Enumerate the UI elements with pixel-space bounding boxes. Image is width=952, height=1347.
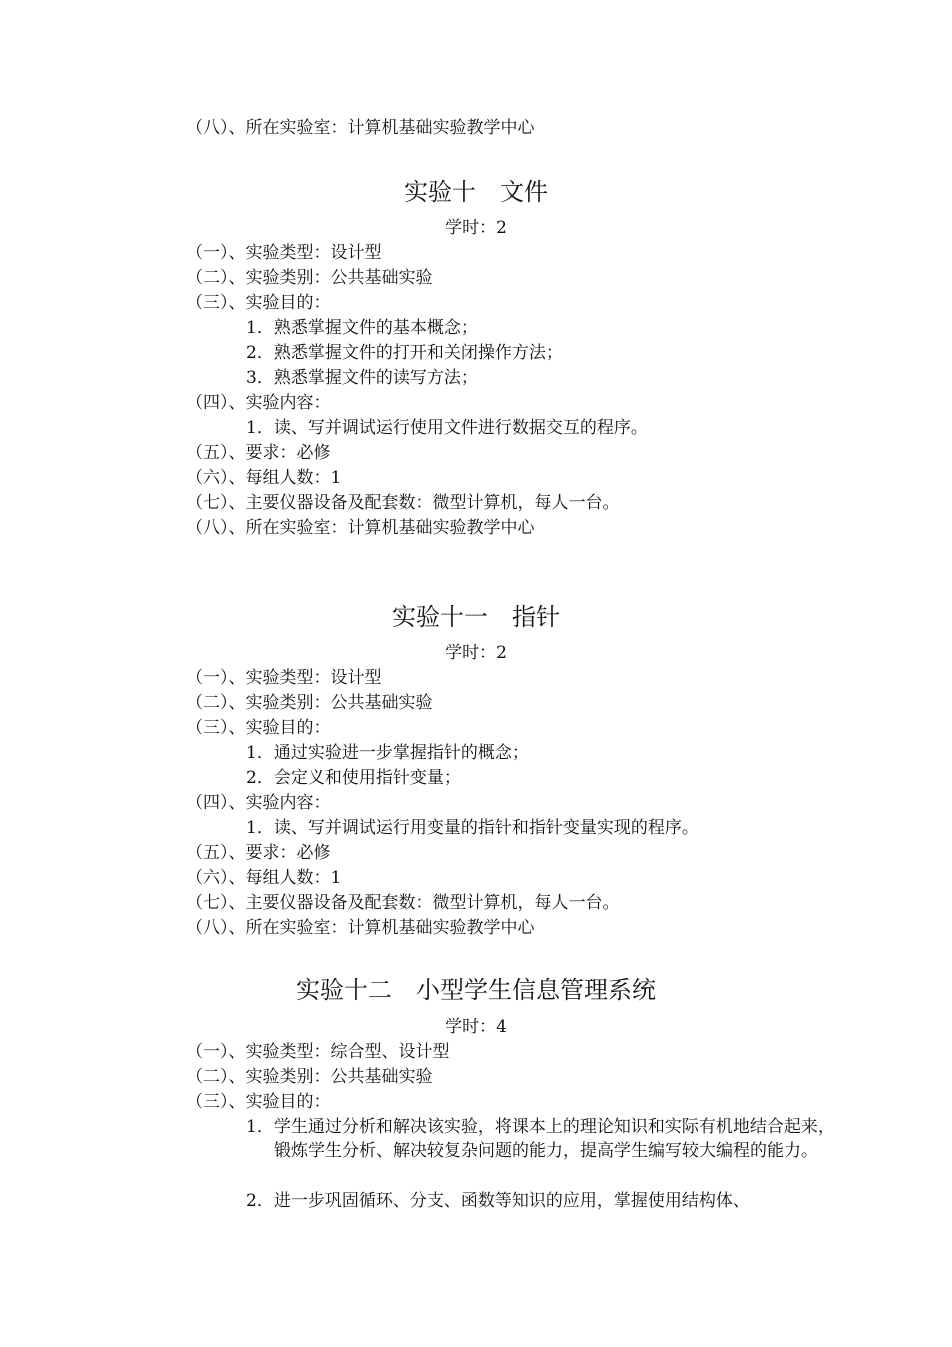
experiment-type: （一）、实验类型：综合型、设计型: [186, 1042, 450, 1062]
group-size: （六）、每组人数：1: [186, 868, 342, 888]
purpose-heading: （三）、实验目的：: [186, 1092, 331, 1112]
section-hours: 学时：2: [445, 218, 507, 238]
section-hours: 学时：2: [445, 643, 507, 663]
purpose-heading: （三）、实验目的：: [186, 293, 331, 313]
purpose-item: 2．会定义和使用指针变量；: [246, 768, 461, 788]
requirement: （五）、要求：必修: [186, 843, 331, 863]
section-title: 实验十 文件: [404, 178, 548, 206]
experiment-type: （一）、实验类型：设计型: [186, 668, 382, 688]
section-title: 实验十一 指针: [392, 603, 560, 631]
section-title: 实验十二 小型学生信息管理系统: [296, 976, 656, 1004]
purpose-item: 3．熟悉掌握文件的读写方法；: [246, 368, 478, 388]
equipment: （七）、主要仪器设备及配套数：微型计算机，每人一台。: [186, 493, 620, 513]
content-heading: （四）、实验内容：: [186, 393, 331, 413]
lab-location: （八）、所在实验室：计算机基础实验教学中心: [186, 518, 535, 538]
experiment-category: （二）、实验类别：公共基础实验: [186, 1067, 433, 1087]
lab-location: （八）、所在实验室：计算机基础实验教学中心: [186, 918, 535, 938]
equipment: （七）、主要仪器设备及配套数：微型计算机，每人一台。: [186, 893, 620, 913]
top-lab-line: （八）、所在实验室：计算机基础实验教学中心: [186, 118, 535, 138]
section-hours: 学时：4: [445, 1017, 507, 1037]
purpose-item: 2．熟悉掌握文件的打开和关闭操作方法；: [246, 343, 563, 363]
requirement: （五）、要求：必修: [186, 443, 331, 463]
purpose-item: 2．进一步巩固循环、分支、函数等知识的应用，掌握使用结构体、: [246, 1191, 750, 1211]
experiment-type: （一）、实验类型：设计型: [186, 243, 382, 263]
purpose-heading: （三）、实验目的：: [186, 718, 331, 738]
purpose-item: 1．熟悉掌握文件的基本概念；: [246, 318, 478, 338]
content-item: 1．读、写并调试运行使用文件进行数据交互的程序。: [246, 418, 648, 438]
purpose-item: 1．通过实验进一步掌握指针的概念；: [246, 743, 529, 763]
content-item: 1．读、写并调试运行用变量的指针和指针变量实现的程序。: [246, 818, 699, 838]
content-heading: （四）、实验内容：: [186, 793, 331, 813]
experiment-category: （二）、实验类别：公共基础实验: [186, 693, 433, 713]
group-size: （六）、每组人数：1: [186, 468, 342, 488]
experiment-category: （二）、实验类别：公共基础实验: [186, 268, 433, 288]
purpose-item: 1．学生通过分析和解决该实验，将课本上的理论知识和实际有机地结合起来，锻炼学生分析、解决较复杂问题的能力，提高学生编写较大编程的能力。: [246, 1117, 835, 1161]
